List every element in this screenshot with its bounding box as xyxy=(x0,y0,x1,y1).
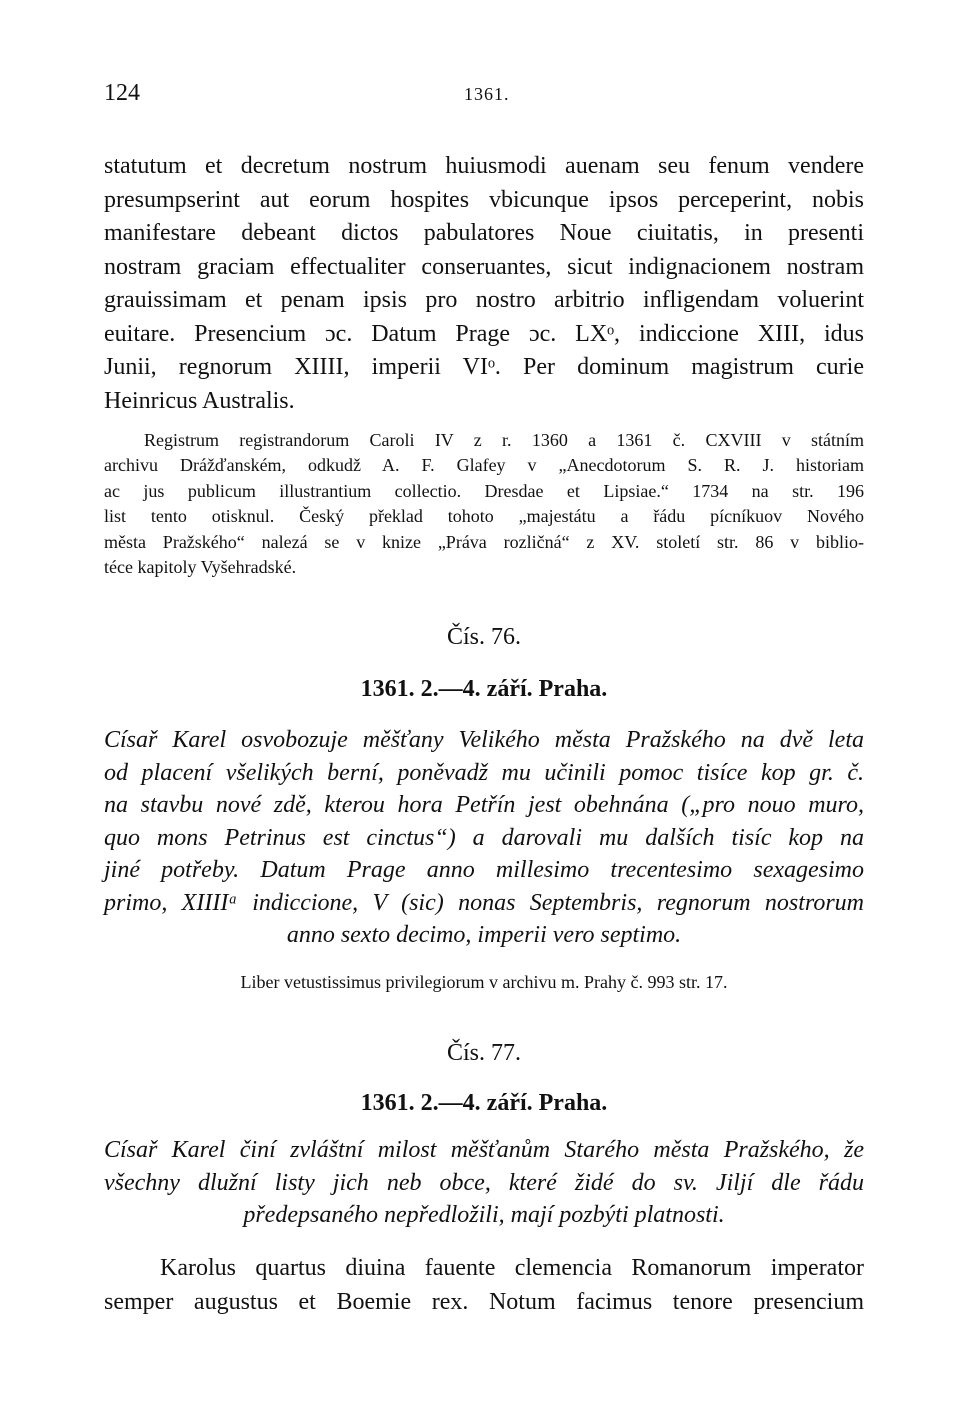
summary-line: všechny dlužní listy jich neb obce, které židé do sv. Jiljí dle řádu xyxy=(104,1169,864,1196)
text-line: euitare. Presencium ɔc. Datum Prage ɔc. LXᵒ, indiccione XIII, idus xyxy=(104,320,864,347)
entry-76-summary xyxy=(104,724,864,952)
text-line: grauissimam et penam ipsis pro nostro arbitrio infligendam voluerint xyxy=(104,287,864,313)
text-line: statutum et decretum nostrum huiusmodi auenam seu fenum vendere xyxy=(104,153,864,179)
text-line: Heinricus Australis. xyxy=(104,387,295,414)
entry-77-date: 1361. 2.—4. září. Praha. xyxy=(360,1090,608,1116)
summary-line: primo, XIIIIᵃ indiccione, V (sic) nonas Septembris, regnorum nostrorum xyxy=(104,889,864,916)
entry-77-text xyxy=(104,1252,864,1319)
summary-line: Císař Karel činí zvláštní milost měšťanům Starého města Pražského, že xyxy=(104,1137,864,1163)
entry-77-number: Čís. 77. xyxy=(446,1040,521,1066)
note-line: Registrum registrandorum Caroli IV z r. 1360 a 1361 č. CXVIII v státním xyxy=(144,430,864,450)
summary-line: na stavbu nové zdě, kterou hora Petřín jest obehnána („pro nouo muro, xyxy=(104,792,864,818)
source-note xyxy=(104,428,864,580)
text-line: manifestare debeant dictos pabulatores Noue ciuitatis, in presenti xyxy=(104,220,864,246)
page-header xyxy=(104,80,864,112)
text-line: Junii, regnorum XIIII, imperii VIᵒ. Per dominum magistrum curie xyxy=(104,354,864,380)
summary-line: Císař Karel osvobozuje měšťany Velikého města Pražského na dvě leta xyxy=(104,727,864,753)
summary-line: anno sexto decimo, imperii vero septimo. xyxy=(286,922,682,948)
note-line: archivu Drážďanském, odkudž A. F. Glafey v „Anecdotorum S. R. J. historiam xyxy=(104,455,864,476)
summary-line: jiné potřeby. Datum Prage anno millesimo trecentesimo sexagesimo xyxy=(104,857,864,883)
entry-76-number: Čís. 76. xyxy=(446,624,521,650)
note-line: města Pražského“ nalezá se v knize „Práva rozličná“ z XV. století str. 86 v biblio- xyxy=(104,531,864,552)
intro-paragraph xyxy=(104,150,864,418)
text-line: Karolus quartus diuina fauente clemencia Romanorum imperator xyxy=(160,1255,864,1281)
entry-77-summary xyxy=(104,1134,864,1232)
entry-76-source: Liber vetustissimus privilegiorum v archivu m. Prahy č. 993 str. 17. xyxy=(240,972,728,992)
note-line: ac jus publicum illustrantium collectio. Dresdae et Lipsiae.“ 1734 na str. 196 xyxy=(104,480,864,501)
summary-line: předepsaného nepředložili, mají pozbýti platnosti. xyxy=(243,1202,725,1228)
text-line: semper augustus et Boemie rex. Notum facimus tenore presencium xyxy=(104,1288,864,1315)
note-line: list tento otisknul. Český překlad tohoto „majestátu a řádu pícníkuov Nového xyxy=(104,506,864,527)
page-number: 124 xyxy=(104,80,140,106)
running-head: 1361. xyxy=(464,84,510,104)
summary-line: quo mons Petrinus est cinctus“) a darovali mu dalších tisíc kop na xyxy=(104,824,864,851)
note-line: téce kapitoly Vyšehradské. xyxy=(104,557,297,578)
summary-line: od placení všelikých berní, poněvadž mu učinili pomoc tisíce kop gr. č. xyxy=(104,759,864,786)
text-line: presumpserint aut eorum hospites vbicunque ipsos perceperint, nobis xyxy=(104,186,864,213)
text-line: nostram graciam effectualiter conseruantes, sicut indignacionem nostram xyxy=(104,253,864,280)
entry-76-date: 1361. 2.—4. září. Praha. xyxy=(360,676,608,702)
